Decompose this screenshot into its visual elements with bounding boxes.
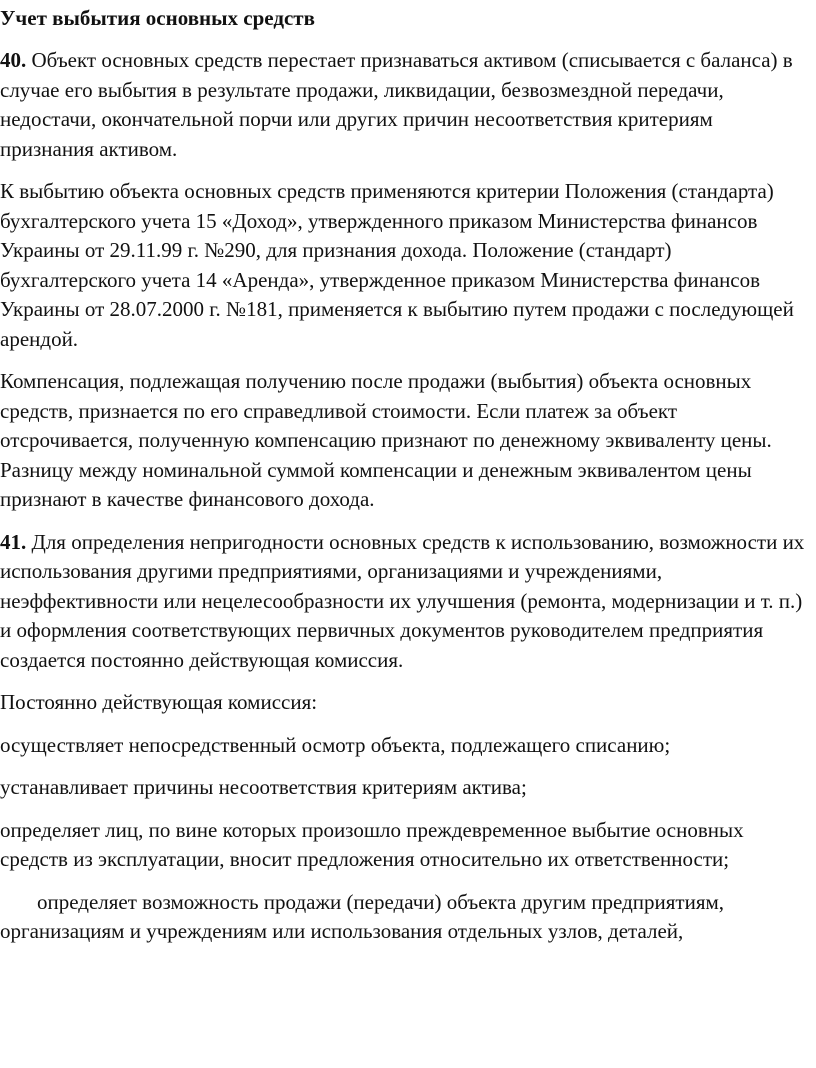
list-item: осуществляет непосредственный осмотр объекта, подлежащего списанию; [0,732,671,757]
clause-number: 40. [0,48,27,72]
list-item: устанавливает причины несоответствия критериям актива; [0,775,527,799]
paragraph: Компенсация, подлежащая получению после продажи (выбытия) объекта основных средств, признается по его справедливой стоимости. Если платеж за объект отсрочивается, полученную компенсацию признают по денежному эквиваленту цены. Разницу между номинальной суммой компенсации и денежным эквивалентом цены признают в качестве финансового дохода. [0,369,772,511]
paragraph-40 [0,46,812,164]
paragraph: Постоянно действующая комиссия: [0,690,318,714]
paragraph: К выбытию объекта основных средств применяются критерии Положения (стандарта) бухгалтерского учета 15 «Доход», утвержденного приказом Министерства финансов Украины от 29.11.99 г. №290, для признания дохода. Положение (стандарт) бухгалтерского учета 14 «Аренда», утвержденное приказом Министерства финансов Украины от 28.07.2000 г. №181, применяется к выбытию путем продажи с последующей арендой. [0,179,794,351]
document-title: Учет выбытия основных средств [0,6,315,30]
paragraph-text: Для определения непригодности основных средств к использованию, возможности их использования другими предприятиями, организациями и учреждениями, неэффективности или нецелесообразности их улучшения (ремонта, модернизации и т. п.) и оформления соответствующих первичных документов руководителем предприятия создается постоянно действующая комиссия. [0,529,805,672]
list-item: определяет лиц, по вине которых произошло преждевременное выбытие основных средств из эксплуатации, вносит предложения относительно их ответственности; [0,817,744,871]
paragraph-text: Объект основных средств перестает признаваться активом (списывается с баланса) в случае его выбытия в результате продажи, ликвидации, безвозмездной передачи, недостачи, окончательной порчи или других причин несоответствия критериям признания активом. [0,48,793,161]
list-item: определяет возможность продажи (передачи) объекта другим предприятиям, организациям и учреждениям или использования отдельных узлов, деталей, [0,889,725,943]
clause-number: 41. [0,529,27,554]
paragraph-41 [0,528,812,676]
